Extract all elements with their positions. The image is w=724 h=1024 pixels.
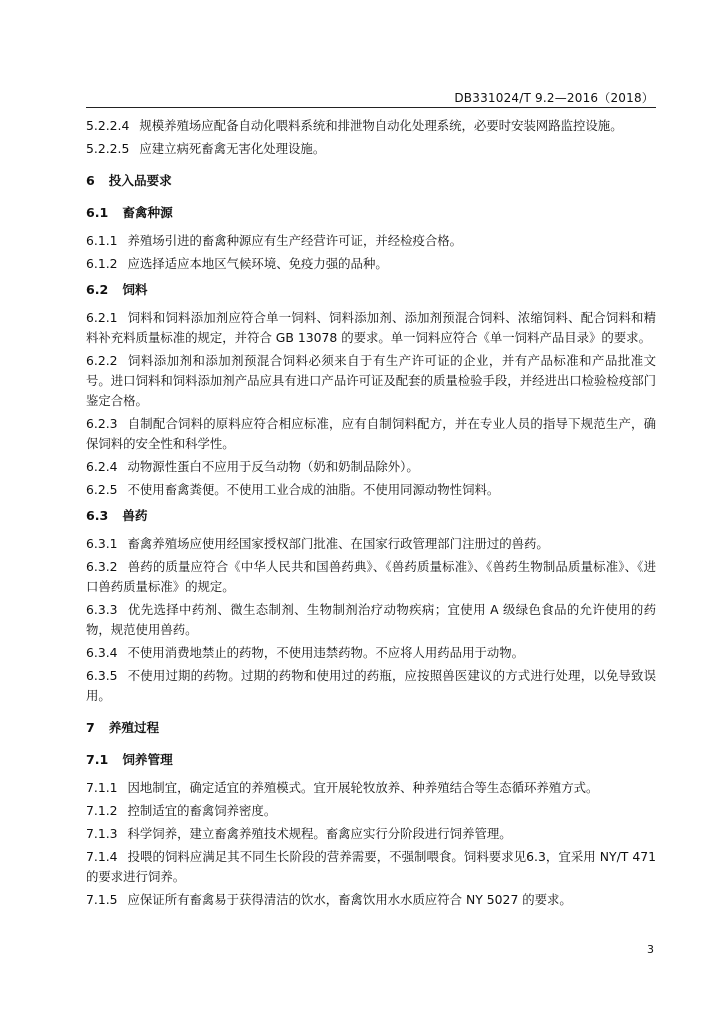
clause-text: 规模养殖场应配备自动化喂料系统和排泄物自动化处理系统，必要时安装网路监控设施。 xyxy=(139,118,623,133)
clause-number: 6.3.5 xyxy=(86,668,118,683)
clause-text: 投喂的饲料应满足其不同生长阶段的营养需要，不强制喂食。饲料要求见6.3，宜采用 NY/T 471 的要求进行饲养。 xyxy=(86,849,656,884)
clause-number: 6.2.4 xyxy=(86,459,118,474)
header-rule xyxy=(86,107,656,108)
clause-paragraph xyxy=(86,890,656,910)
clause-number: 6.1.1 xyxy=(86,233,118,248)
clause-number: 7.1.5 xyxy=(86,892,118,907)
clause-text: 动物源性蛋白不应用于反刍动物（奶和奶制品除外）。 xyxy=(127,459,419,474)
clause-paragraph xyxy=(86,480,656,500)
clause-number: 6.2.1 xyxy=(86,310,118,325)
clause-text: 饲养管理 xyxy=(122,752,173,767)
clause-text: 养殖场引进的畜禽种源应有生产经营许可证，并经检疫合格。 xyxy=(127,233,463,248)
clause-text: 因地制宜，确定适宜的养殖模式。宜开展轮牧放养、种养殖结合等生态循环养殖方式。 xyxy=(127,780,599,795)
clause-paragraph xyxy=(86,351,656,411)
clause-text: 应保证所有畜禽易于获得清洁的饮水，畜禽饮用水水质应符合 NY 5027 的要求。 xyxy=(127,892,572,907)
clause-number: 6.3.4 xyxy=(86,645,118,660)
clause-paragraph xyxy=(86,600,656,640)
clause-text: 不使用消费地禁止的药物，不使用违禁药物。不应将人用药品用于动物。 xyxy=(127,645,525,660)
clause-paragraph xyxy=(86,643,656,663)
clause-paragraph xyxy=(86,557,656,597)
clause-paragraph xyxy=(86,801,656,821)
subsection-heading xyxy=(86,506,656,526)
clause-paragraph xyxy=(86,308,656,348)
clause-text: 畜禽养殖场应使用经国家授权部门批准、在国家行政管理部门注册过的兽药。 xyxy=(127,536,549,551)
clause-paragraph xyxy=(86,666,656,706)
clause-number: 7.1.1 xyxy=(86,780,118,795)
clause-text: 兽药 xyxy=(122,508,148,523)
clause-number: 6.2.3 xyxy=(86,416,118,431)
clause-text: 饲料添加剂和添加剂预混合饲料必须来自于有生产许可证的企业，并有产品标准和产品批准文号。进口饲料和饲料添加剂产品应具有进口产品许可证及配套的质量检验手段，并经进出口检验检疫部门鉴定合格。 xyxy=(86,353,656,408)
clause-text: 不使用过期的药物。过期的药物和使用过的药瓶，应按照兽医建议的方式进行处理，以免导致误用。 xyxy=(86,668,656,703)
clause-paragraph xyxy=(86,457,656,477)
clause-number: 7 xyxy=(86,720,95,735)
clause-text: 养殖过程 xyxy=(108,720,160,735)
clause-paragraph xyxy=(86,231,656,251)
clause-text: 饲料和饲料添加剂应符合单一饲料、饲料添加剂、添加剂预混合饲料、浓缩饲料、配合饲料和精料补充料质量标准的规定，并符合 GB 13078 的要求。单一饲料应符合《单一饲料产品目录》的要求。 xyxy=(86,310,656,345)
clause-paragraph xyxy=(86,116,656,136)
subsection-heading xyxy=(86,203,656,223)
clause-number: 6.1 xyxy=(86,205,109,220)
clause-text: 应建立病死畜禽无害化处理设施。 xyxy=(139,141,326,156)
clause-text: 自制配合饲料的原料应符合相应标准，应有自制饲料配方，并在专业人员的指导下规范生产，确保饲料的安全性和科学性。 xyxy=(86,416,656,451)
clause-paragraph xyxy=(86,778,656,798)
clause-number: 6.2 xyxy=(86,282,109,297)
clause-paragraph xyxy=(86,847,656,887)
clause-number: 6 xyxy=(86,173,95,188)
subsection-heading xyxy=(86,750,656,770)
clause-paragraph xyxy=(86,254,656,274)
section-heading xyxy=(86,718,656,738)
clause-text: 畜禽种源 xyxy=(122,205,173,220)
subsection-heading xyxy=(86,280,656,300)
clause-number: 6.1.2 xyxy=(86,256,118,271)
clause-text: 饲料 xyxy=(122,282,148,297)
clause-number: 6.2.5 xyxy=(86,482,118,497)
clause-number: 7.1 xyxy=(86,752,109,767)
clause-number: 6.2.2 xyxy=(86,353,118,368)
page-number: 3 xyxy=(647,943,654,956)
section-heading xyxy=(86,171,656,191)
clause-number: 5.2.2.5 xyxy=(86,141,130,156)
clause-number: 6.3 xyxy=(86,508,109,523)
clause-paragraph xyxy=(86,534,656,554)
clause-text: 不使用畜禽粪便。不使用工业合成的油脂。不使用同源动物性饲料。 xyxy=(127,482,500,497)
clause-number: 6.3.2 xyxy=(86,559,118,574)
clause-paragraph xyxy=(86,414,656,454)
clause-number: 7.1.3 xyxy=(86,826,118,841)
clause-number: 5.2.2.4 xyxy=(86,118,130,133)
clause-paragraph xyxy=(86,139,656,159)
clause-text: 科学饲养，建立畜禽养殖技术规程。畜禽应实行分阶段进行饲养管理。 xyxy=(127,826,512,841)
document-code: DB331024/T 9.2—2016（2018） xyxy=(454,91,654,105)
clause-text: 应选择适应本地区气候环境、免疫力强的品种。 xyxy=(127,256,388,271)
clause-number: 7.1.2 xyxy=(86,803,118,818)
clause-text: 投入品要求 xyxy=(108,173,172,188)
clause-text: 兽药的质量应符合《中华人民共和国兽药典》、《兽药质量标准》、《兽药生物制品质量标准》、《进口兽药质量标准》的规定。 xyxy=(86,559,656,594)
clause-number: 6.3.3 xyxy=(86,602,118,617)
clause-paragraph xyxy=(86,824,656,844)
document-body xyxy=(86,116,656,913)
clause-number: 7.1.4 xyxy=(86,849,118,864)
clause-text: 优先选择中药剂、微生态制剂、生物制剂治疗动物疾病；宜使用 A 级绿色食品的允许使用的药物，规范使用兽药。 xyxy=(86,602,656,637)
clause-number: 6.3.1 xyxy=(86,536,118,551)
clause-text: 控制适宜的畜禽饲养密度。 xyxy=(127,803,277,818)
